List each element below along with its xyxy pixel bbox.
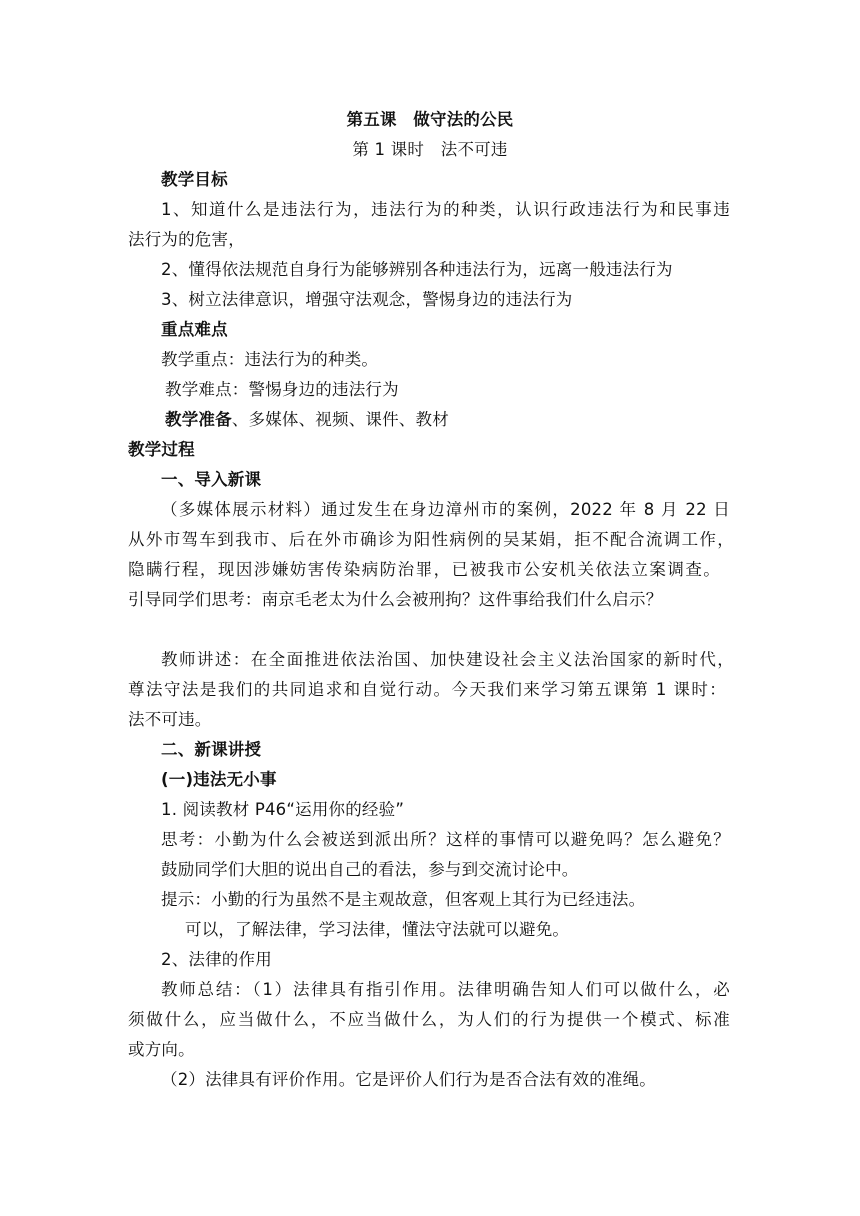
teaching-difficulty: 教学难点：警惕身边的违法行为	[165, 380, 399, 399]
preparation-label: 教学准备	[165, 410, 232, 429]
paragraph-line: 思考：小勤为什么会被送到派出所？这样的事情可以避免吗？怎么避免？	[161, 830, 730, 849]
lesson-title: 第五课 做守法的公民	[346, 110, 514, 129]
paragraph-line: 隐瞒行程，现因涉嫌妨害传染病防治罪，已被我市公安机关依法立案调查。	[128, 560, 720, 579]
objective-line: 2、懂得依法规范自身行为能够辨别各种违法行为，远离一般违法行为	[161, 260, 673, 279]
paragraph-line: 鼓励同学们大胆的说出自己的看法，参与到交流讨论中。	[161, 860, 579, 879]
paragraph-line: 提示：小勤的行为虽然不是主观故意，但客观上其行为已经违法。	[161, 890, 646, 909]
objective-line: 1、知道什么是违法行为，违法行为的种类，认识行政违法行为和民事违	[161, 200, 730, 219]
objective-line: 法行为的危害，	[128, 230, 245, 249]
paragraph-line: 2、法律的作用	[161, 950, 272, 969]
preparation	[165, 408, 449, 432]
lesson-subtitle: 第 1 课时 法不可违	[352, 140, 508, 159]
section-heading: 一、导入新课	[161, 470, 262, 489]
teaching-focus: 教学重点：违法行为的种类。	[161, 350, 379, 369]
paragraph-line: （多媒体展示材料）通过发生在身边漳州市的案例，2022 年 8 月 22 日	[161, 500, 730, 519]
paragraph-line: 从外市驾车到我市、后在外市确诊为阳性病例的吴某娟，拒不配合流调工作，	[128, 530, 734, 549]
objective-line: 3、树立法律意识，增强守法观念，警惕身边的违法行为	[161, 290, 573, 309]
paragraph-line: 或方向。	[128, 1040, 195, 1059]
key-points-heading: 重点难点	[161, 320, 228, 339]
section-heading: 二、新课讲授	[161, 740, 262, 759]
subsection-heading: (一)违法无小事	[161, 770, 277, 789]
objectives-heading: 教学目标	[161, 170, 228, 189]
paragraph-line: 教师总结：（1）法律具有指引作用。法律明确告知人们可以做什么，必	[161, 980, 730, 999]
paragraph-line: （2）法律具有评价作用。它是评价人们行为是否合法有效的准绳。	[161, 1070, 656, 1089]
paragraph-line: 须做什么，应当做什么，不应当做什么，为人们的行为提供一个模式、标准	[128, 1010, 730, 1029]
paragraph-line: 引导同学们思考：南京毛老太为什么会被刑拘？这件事给我们什么启示？	[128, 590, 663, 609]
paragraph-line: 1. 阅读教材 P46“运用你的经验”	[161, 800, 405, 819]
paragraph-line: 教师讲述：在全面推进依法治国、加快建设社会主义法治国家的新时代，	[161, 650, 734, 669]
process-heading: 教学过程	[128, 440, 195, 459]
paragraph-line: 尊法守法是我们的共同追求和自觉行动。今天我们来学习第五课第 1 课时：	[128, 680, 726, 699]
paragraph-line: 可以，了解法律，学习法律，懂法守法就可以避免。	[185, 920, 570, 939]
preparation-text: 、多媒体、视频、课件、教材	[231, 410, 449, 429]
paragraph-line: 法不可违。	[128, 710, 212, 729]
